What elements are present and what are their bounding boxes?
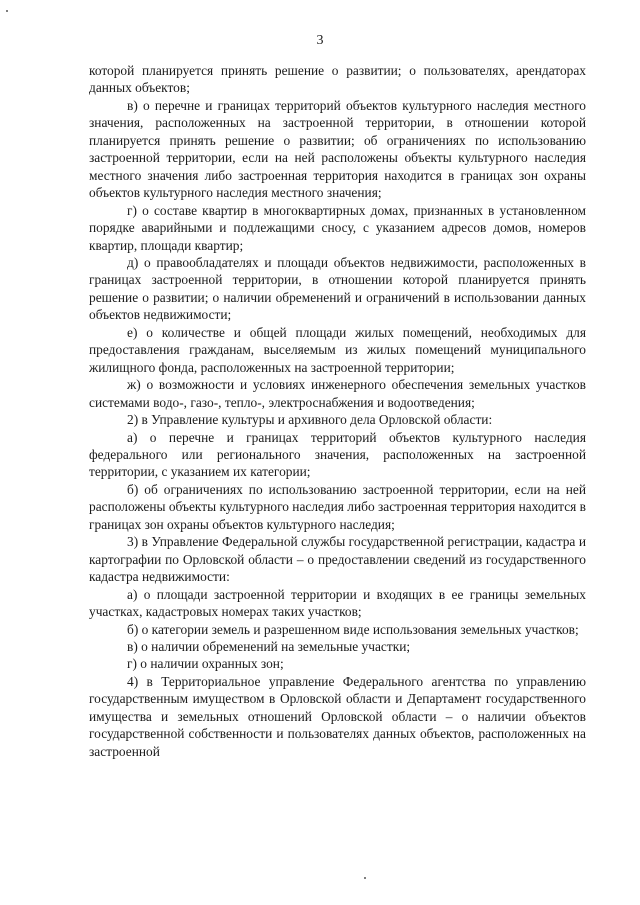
paragraph: в) о перечне и границах территорий объектов культурного наследия местного значения, расположенных на застроенной территории, в отношении которой планируется принять решение о развитии; об ограничениях по использованию застроенной территории, если на ней расположены объекты культурного наследия местного значения либо застроенная территория находится в границах зон охраны объектов культурного наследия местного значения; xyxy=(89,97,586,201)
paragraph: а) о перечне и границах территорий объектов культурного наследия федерального или регионального значения, расположенных на застроенной территории, с указанием их категории; xyxy=(89,429,586,480)
paragraph: г) о составе квартир в многоквартирных домах, признанных в установленном порядке аварийными и подлежащими сносу, с указанием адресов домов, номеров квартир, площади квартир; xyxy=(89,202,586,253)
paragraph: 2) в Управление культуры и архивного дела Орловской области: xyxy=(127,412,493,428)
scan-speck xyxy=(6,10,8,12)
scan-speck xyxy=(364,877,366,879)
paragraph: е) о количестве и общей площади жилых помещений, необходимых для предоставления гражданам, выселяемым из жилых помещений муниципального жилищного фонда, расположенных на застроенной территории; xyxy=(89,324,586,375)
paragraph: б) об ограничениях по использованию застроенной территории, если на ней расположены объекты культурного наследия либо застроенная территория находится в границах зон охраны объектов культурного наследия; xyxy=(89,481,586,532)
paragraph: г) о наличии охранных зон; xyxy=(127,656,284,672)
paragraph: д) о правообладателях и площади объектов недвижимости, расположенных в границах застроенной территории, в отношении которой планируется принять решение о развитии; о наличии обременений и ограничений в использовании данных объектов недвижимости; xyxy=(89,254,586,323)
document-body xyxy=(89,62,586,760)
paragraph: а) о площади застроенной территории и входящих в ее границы земельных участках, кадастровых номерах таких участков; xyxy=(89,586,586,620)
paragraph: которой планируется принять решение о развитии; о пользователях, арендаторах данных объектов; xyxy=(89,63,586,96)
paragraph: 3) в Управление Федеральной службы государственной регистрации, кадастра и картографии по Орловской области – о предоставлении сведений из государственного кадастра недвижимости: xyxy=(89,534,586,585)
paragraph: 4) в Территориальное управление Федерального агентства по управлению государственным имуществом в Орловской области и Департамент государственного имущества и земельных отношений Орловской области – о наличии объектов государственной собственности и пользователях данных объектов, расположенных на застроенной xyxy=(89,673,586,759)
page-number: 3 xyxy=(316,33,324,48)
paragraph: ж) о возможности и условиях инженерного обеспечения земельных участков системами водо-, газо-, тепло-, электроснабжения и водоотведения; xyxy=(89,377,586,410)
paragraph: б) о категории земель и разрешенном виде использования земельных участков; xyxy=(127,621,579,637)
paragraph: в) о наличии обременений на земельные участки; xyxy=(127,638,411,654)
